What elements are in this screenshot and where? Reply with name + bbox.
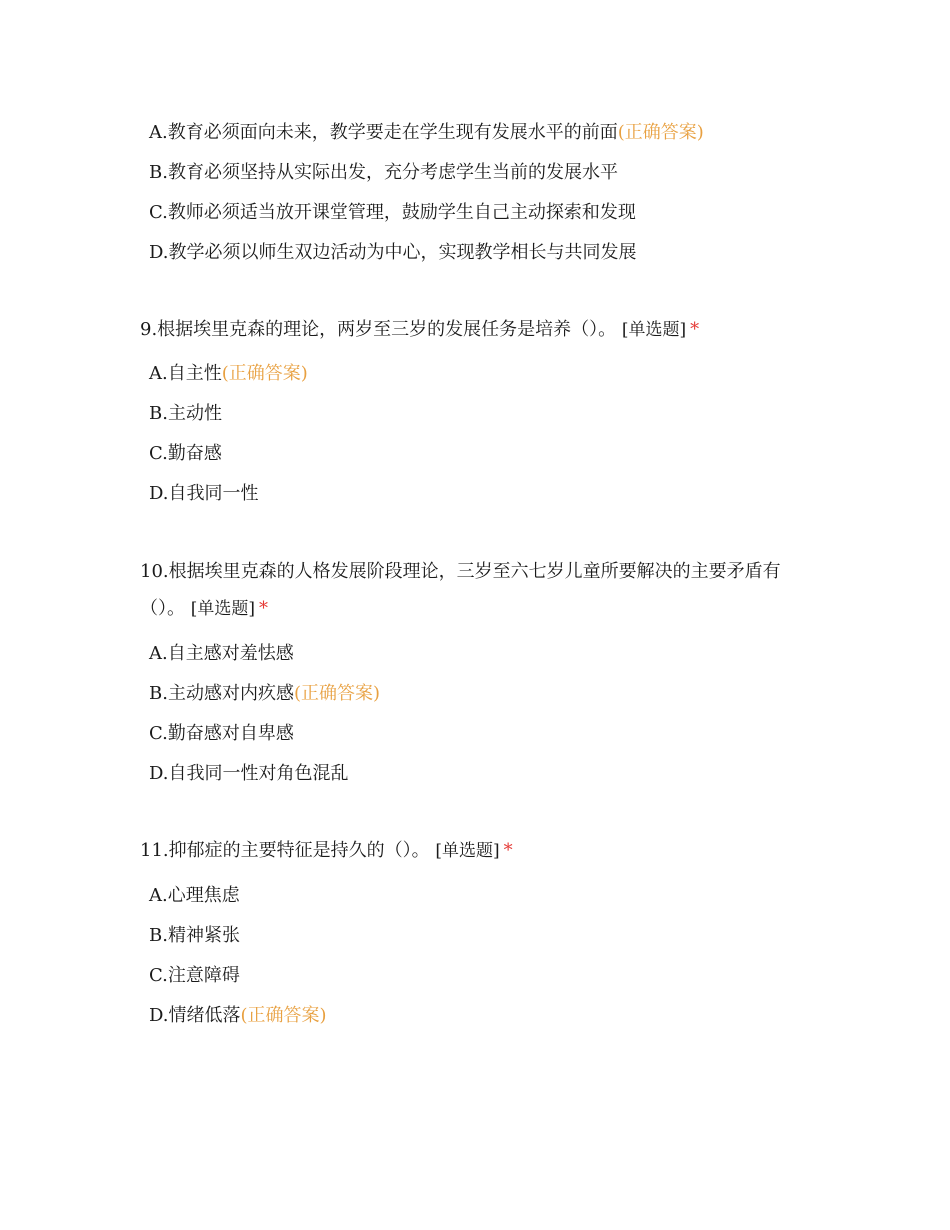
option-text: B.主动性 <box>149 403 222 424</box>
question-stem <box>140 553 810 628</box>
question-stem <box>140 832 810 870</box>
q9-option-d <box>149 482 259 506</box>
option-text: C.勤奋感对自卑感 <box>149 723 294 744</box>
q10-option-c <box>149 722 294 746</box>
option-text: D.情绪低落 <box>149 1005 241 1026</box>
option-text: C.教师必须适当放开课堂管理，鼓励学生自己主动探索和发现 <box>149 202 636 223</box>
correct-answer-tag: (正确答案) <box>240 1005 327 1026</box>
q11-option-b <box>149 924 240 948</box>
question-type: [单选题] <box>621 320 687 340</box>
correct-answer-tag: (正确答案) <box>293 683 380 704</box>
q9-option-c <box>149 442 222 466</box>
option-text: D.自我同一性对角色混乱 <box>149 763 349 784</box>
correct-answer-tag: (正确答案) <box>221 363 308 384</box>
option-text: A.教育必须面向未来，教学要走在学生现有发展水平的前面 <box>149 122 618 143</box>
q8-option-c <box>149 201 636 225</box>
required-mark: * <box>690 319 700 340</box>
q11-option-c <box>149 964 240 988</box>
option-text: D.自我同一性 <box>149 483 259 504</box>
q9-option-a <box>149 362 308 386</box>
option-text: A.自主感对羞怯感 <box>149 643 294 664</box>
q8-option-d <box>149 241 637 265</box>
q8-option-b <box>149 161 618 185</box>
question-stem <box>140 311 810 349</box>
q11-option-d <box>149 1004 327 1028</box>
option-text: C.勤奋感 <box>149 443 222 464</box>
option-text: A.心理焦虑 <box>149 885 240 906</box>
required-mark: * <box>259 598 268 619</box>
option-text: B.精神紧张 <box>149 925 240 946</box>
option-text: B.教育必须坚持从实际出发，充分考虑学生当前的发展水平 <box>149 162 618 183</box>
question-type: [单选题] <box>435 841 500 861</box>
q9-option-b <box>149 402 222 426</box>
option-text: C.注意障碍 <box>149 965 240 986</box>
correct-answer-tag: (正确答案) <box>617 122 704 143</box>
option-text: D.教学必须以师生双边活动为中心，实现教学相长与共同发展 <box>149 242 637 263</box>
q8-option-a <box>149 121 704 145</box>
q10-option-d <box>149 762 349 786</box>
question-text: 10.根据埃里克森的人格发展阶段理论，三岁至六七岁儿童所要解决的主要矛盾有（）。 <box>140 561 781 619</box>
q10-option-a <box>149 642 294 666</box>
question-text: 11.抑郁症的主要特征是持久的（）。 <box>140 840 430 861</box>
q10-option-b <box>149 682 380 706</box>
option-text: B.主动感对内疚感 <box>149 683 294 704</box>
q11-option-a <box>149 884 240 908</box>
option-text: A.自主性 <box>149 363 222 384</box>
required-mark: * <box>503 840 513 861</box>
question-type: [单选题] <box>190 599 255 619</box>
question-text: 9.根据埃里克森的理论，两岁至三岁的发展任务是培养（）。 <box>140 319 617 340</box>
